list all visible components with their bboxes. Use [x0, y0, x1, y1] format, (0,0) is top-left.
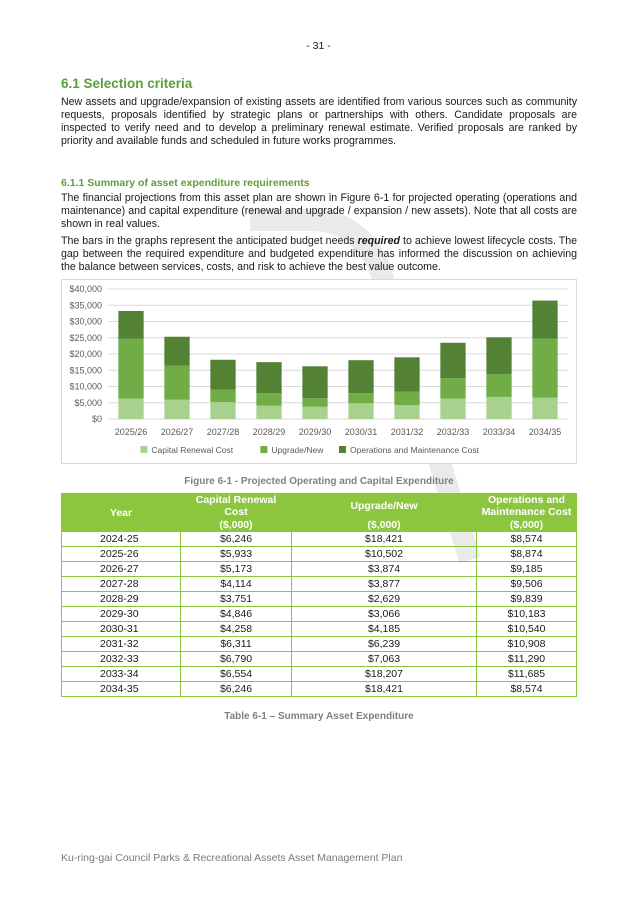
bar-segment — [440, 378, 465, 398]
row-year: 2028-29 — [62, 592, 181, 607]
bar-segment — [348, 403, 373, 419]
row-year: 2027-28 — [62, 577, 181, 592]
row-upgrade: $7,063 — [292, 652, 477, 667]
x-tick-label: 2025/26 — [114, 427, 148, 437]
bar-segment — [394, 357, 419, 391]
col-header-om: Operations and Maintenance Cost — [477, 494, 577, 519]
bar-segment — [210, 390, 235, 403]
x-tick-label: 2026/27 — [160, 427, 194, 437]
row-om: $11,290 — [477, 652, 577, 667]
row-renewal: $3,751 — [181, 592, 292, 607]
row-renewal: $5,933 — [181, 547, 292, 562]
table-caption: Table 6-1 – Summary Asset Expenditure — [224, 711, 414, 722]
paragraph-2-end: to achieve lowest lifecycle costs. The gap between the required expenditure and budgeted expenditure has informed the discussion on achieving the balance between services, costs, and risk to achieve the best value outcome. — [61, 235, 577, 273]
legend-label: Capital Renewal Cost — [151, 445, 234, 455]
x-tick-label: 2032/33 — [436, 427, 470, 437]
row-renewal: $6,311 — [181, 637, 292, 652]
bar-segment — [256, 406, 281, 419]
row-upgrade: $3,874 — [292, 562, 477, 577]
bar-segment — [440, 398, 465, 419]
row-om: $10,908 — [477, 637, 577, 652]
row-upgrade: $6,239 — [292, 637, 477, 652]
row-renewal: $4,846 — [181, 607, 292, 622]
bar-segment — [348, 393, 373, 403]
bar-segment — [118, 399, 143, 419]
figure-caption: Figure 6-1 - Projected Operating and Capital Expenditure — [184, 476, 454, 487]
row-om: $11,685 — [477, 667, 577, 682]
table-row — [62, 652, 577, 667]
emphasis-required: required — [357, 235, 400, 247]
row-renewal: $6,790 — [181, 652, 292, 667]
page-footer: Ku-ring-gai Council Parks & Recreational Assets Asset Management Plan — [61, 852, 403, 864]
table-row — [62, 682, 577, 697]
page-number: - 31 - — [306, 40, 331, 52]
y-tick-label: $35,000 — [69, 300, 102, 311]
y-tick-label: $30,000 — [69, 316, 102, 327]
bar-segment — [302, 407, 327, 419]
row-upgrade: $18,421 — [292, 682, 477, 697]
row-renewal: $4,258 — [181, 622, 292, 637]
bar-segment — [486, 397, 511, 419]
col-header-renewal: Capital Renewal Cost — [181, 494, 292, 519]
row-renewal: $6,246 — [181, 532, 292, 547]
bar-segment — [164, 366, 189, 400]
row-om: $8,574 — [477, 682, 577, 697]
subsection-paragraph-1: The financial projections from this asset plan are shown in Figure 6-1 for projected operating (operations and maintenance) and capital expenditure (renewal and upgrade / expansion / new assets). Note that all costs are shown in real values. — [61, 192, 577, 230]
row-year: 2033-34 — [62, 667, 181, 682]
bar-segment — [486, 337, 511, 374]
row-year: 2032-33 — [62, 652, 181, 667]
row-om: $10,183 — [477, 607, 577, 622]
row-upgrade: $3,877 — [292, 577, 477, 592]
bar-segment — [164, 400, 189, 419]
x-tick-label: 2029/30 — [298, 427, 332, 437]
bar-segment — [486, 374, 511, 397]
bar-segment — [532, 339, 557, 398]
bar-segment — [532, 301, 557, 339]
bar-segment — [118, 311, 143, 339]
row-year: 2025-26 — [62, 547, 181, 562]
bar-segment — [256, 362, 281, 393]
row-om: $8,574 — [477, 532, 577, 547]
y-tick-label: $0 — [91, 414, 102, 424]
y-tick-label: $40,000 — [69, 284, 102, 294]
legend-swatch — [140, 446, 147, 453]
unit-om: ($,000) — [477, 519, 577, 532]
table-row — [62, 547, 577, 562]
table-row — [62, 622, 577, 637]
row-om: $10,540 — [477, 622, 577, 637]
y-tick-label: $5,000 — [74, 397, 102, 408]
row-renewal: $5,173 — [181, 562, 292, 577]
row-year: 2029-30 — [62, 607, 181, 622]
legend-swatch — [339, 446, 346, 453]
bar-segment — [348, 360, 373, 393]
legend-label: Upgrade/New — [271, 445, 324, 455]
row-renewal: $6,246 — [181, 682, 292, 697]
row-upgrade: $2,629 — [292, 592, 477, 607]
expenditure-table — [61, 493, 577, 697]
bar-segment — [164, 337, 189, 366]
y-tick-label: $10,000 — [69, 381, 102, 392]
x-tick-label: 2030/31 — [344, 427, 378, 437]
row-renewal: $6,554 — [181, 667, 292, 682]
x-tick-label: 2028/29 — [252, 427, 286, 437]
legend-label: Operations and Maintenance Cost — [350, 445, 479, 455]
col-header-upgrade: Upgrade/New — [292, 494, 477, 519]
row-year: 2024-25 — [62, 532, 181, 547]
unit-upgrade: ($,000) — [292, 519, 477, 532]
row-year: 2031-32 — [62, 637, 181, 652]
row-om: $9,185 — [477, 562, 577, 577]
row-upgrade: $18,207 — [292, 667, 477, 682]
subsection-heading: 6.1.1 Summary of asset expenditure requirements — [61, 177, 310, 189]
bar-segment — [394, 392, 419, 406]
y-tick-label: $20,000 — [69, 349, 102, 359]
row-year: 2030-31 — [62, 622, 181, 637]
y-tick-label: $25,000 — [69, 332, 102, 343]
row-upgrade: $4,185 — [292, 622, 477, 637]
bar-segment — [118, 339, 143, 399]
bar-segment — [210, 402, 235, 419]
row-renewal: $4,114 — [181, 577, 292, 592]
col-header-year: Year — [62, 494, 181, 532]
table-row — [62, 532, 577, 547]
legend-swatch — [260, 446, 267, 453]
x-tick-label: 2031/32 — [390, 427, 424, 437]
bar-segment — [302, 398, 327, 407]
section-paragraph: New assets and upgrade/expansion of existing assets are identified from various sources such as community requests, proposals identified by strategic plans or partnerships with others. Candidate proposals are inspected to verify need and to develop a preliminary renewal estimate. Verified proposals are ranked by priority and available funds and scheduled in future works programmes. — [61, 96, 577, 147]
row-om: $9,839 — [477, 592, 577, 607]
row-upgrade: $3,066 — [292, 607, 477, 622]
table-row — [62, 607, 577, 622]
x-tick-label: 2034/35 — [528, 427, 562, 437]
bar-segment — [302, 366, 327, 398]
table-row — [62, 637, 577, 652]
row-om: $9,506 — [477, 577, 577, 592]
table-row — [62, 667, 577, 682]
chart-svg — [62, 280, 576, 463]
row-upgrade: $10,502 — [292, 547, 477, 562]
section-heading: 6.1 Selection criteria — [61, 76, 193, 91]
bar-segment — [256, 393, 281, 406]
bar-segment — [394, 405, 419, 419]
table-row — [62, 562, 577, 577]
subsection-paragraph-2 — [61, 235, 577, 274]
x-tick-label: 2033/34 — [482, 427, 516, 437]
x-tick-label: 2027/28 — [206, 427, 240, 437]
row-om: $8,874 — [477, 547, 577, 562]
bar-segment — [532, 398, 557, 419]
row-year: 2034-35 — [62, 682, 181, 697]
table-row — [62, 577, 577, 592]
table-row — [62, 592, 577, 607]
unit-renewal: ($,000) — [181, 519, 292, 532]
bar-segment — [210, 360, 235, 390]
paragraph-2-start: The bars in the graphs represent the anticipated budget needs — [61, 235, 358, 247]
row-upgrade: $18,421 — [292, 532, 477, 547]
bar-segment — [440, 343, 465, 378]
y-tick-label: $15,000 — [69, 365, 102, 376]
row-year: 2026-27 — [62, 562, 181, 577]
expenditure-chart — [61, 279, 577, 464]
